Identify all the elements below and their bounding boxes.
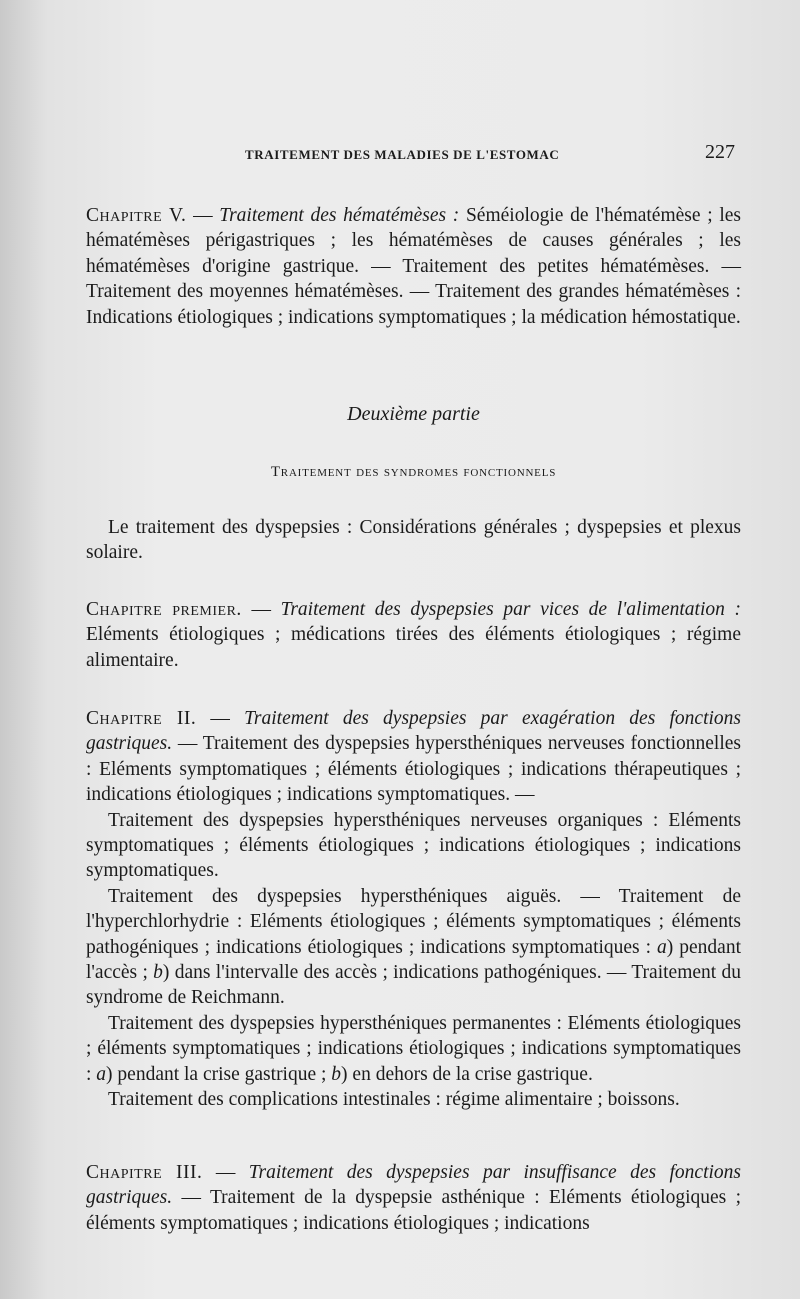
chapter-label: Chapitre premier. <box>86 599 242 620</box>
chapter-label: Chapitre II. <box>86 708 197 729</box>
chapter-3-entry <box>86 1160 741 1236</box>
paragraph-text: ) en dehors de la crise gastrique. <box>341 1063 593 1085</box>
paragraph-text: Traitement des dyspepsies hypersthéniques aiguës. — Traitement de l'hyperchlorhydrie : Eléments étiologiques ; éléments symptomatiques ; éléments pathogéniques ; indications étiologiques ; indications symptomatiques : <box>86 885 741 958</box>
intro-text: Le traitement des dyspepsies : Considérations générales ; dyspepsies et plexus solaire. <box>86 517 741 564</box>
enum-letter: a <box>96 1063 107 1085</box>
running-title: TRAITEMENT DES MALADIES DE L'ESTOMAC <box>245 147 560 162</box>
em-dash: — <box>186 205 220 226</box>
paragraph-text: ) pendant la crise gastrique ; <box>106 1063 332 1085</box>
chapter-5-entry <box>86 203 741 330</box>
chapter-title: Traitement des hématémèses : <box>219 205 460 226</box>
paragraph: Traitement des complications intestinales : régime alimentaire ; boissons. <box>108 1089 680 1111</box>
em-dash: — <box>196 708 245 729</box>
paragraph <box>86 1011 741 1087</box>
chapter-1-entry <box>86 597 741 673</box>
part-subtitle: Traitement des syndromes fonctionnels <box>270 464 557 480</box>
paragraph-text: ) pendant l'accès ; <box>86 936 741 984</box>
paragraph <box>86 884 741 1011</box>
em-dash: — <box>241 599 281 620</box>
chapter-label: Chapitre V. <box>86 205 187 226</box>
chapter-title: Traitement des dyspepsies par insuffisance des fonctions gastriques. <box>86 1162 741 1209</box>
dyspepsia-intro <box>86 515 741 566</box>
page-number: 227 <box>705 141 735 163</box>
chapter-text: — Traitement de la dyspepsie asthénique : Eléments étiologiques ; éléments symptomatiques ; indications étiologiques ; indications <box>86 1187 741 1234</box>
enum-letter: a <box>657 936 667 958</box>
paragraph-text: Traitement des dyspepsies hypersthéniques permanentes : Eléments étiologiques ; éléments symptomatiques ; indications étiologiques ; indications symptomatiques : <box>86 1012 741 1085</box>
enum-letter: b <box>331 1063 342 1085</box>
chapter-text: Eléments étiologiques ; médications tirées des éléments étiologiques ; régime alimentaire. <box>86 624 741 671</box>
chapter-text: Séméiologie de l'hématémèse ; les hématémèses périgastriques ; les hématémèses de causes générales ; les hématémèses d'origine gastrique. — Traitement des petites hématémèses. — Traitement des moyennes hématémèses. — Traitement des grandes hématémèses : Indications étiologiques ; indications symptomatiques ; la médication hémostatique. <box>86 205 742 328</box>
running-header <box>245 141 735 169</box>
em-dash: — <box>202 1162 249 1183</box>
part-title: Deuxième partie <box>347 403 480 425</box>
chapter-2-entry <box>86 706 741 1113</box>
paragraph-text: ) dans l'intervalle des accès ; indications pathogéniques. — Traitement du syndrome de Reichmann. <box>86 962 741 1009</box>
chapter-title: Traitement des dyspepsies par vices de l'alimentation : <box>280 599 742 620</box>
chapter-title: Traitement des dyspepsies par exagération des fonctions gastriques. <box>86 708 741 755</box>
paragraph: Traitement des dyspepsies hypersthéniques nerveuses organiques : Eléments symptomatiques ; éléments étiologiques ; indications étiologiques ; indications symptomatiques. <box>86 809 741 882</box>
chapter-label: Chapitre III. <box>86 1162 203 1183</box>
enum-letter: b <box>153 962 163 984</box>
chapter-text: — Traitement des dyspepsies hypersthéniques nerveuses fonctionnelles : Eléments symptomatiques ; éléments étiologiques ; indications thérapeutiques ; indications étiologiques ; indications symptomatiques. — <box>86 733 741 806</box>
